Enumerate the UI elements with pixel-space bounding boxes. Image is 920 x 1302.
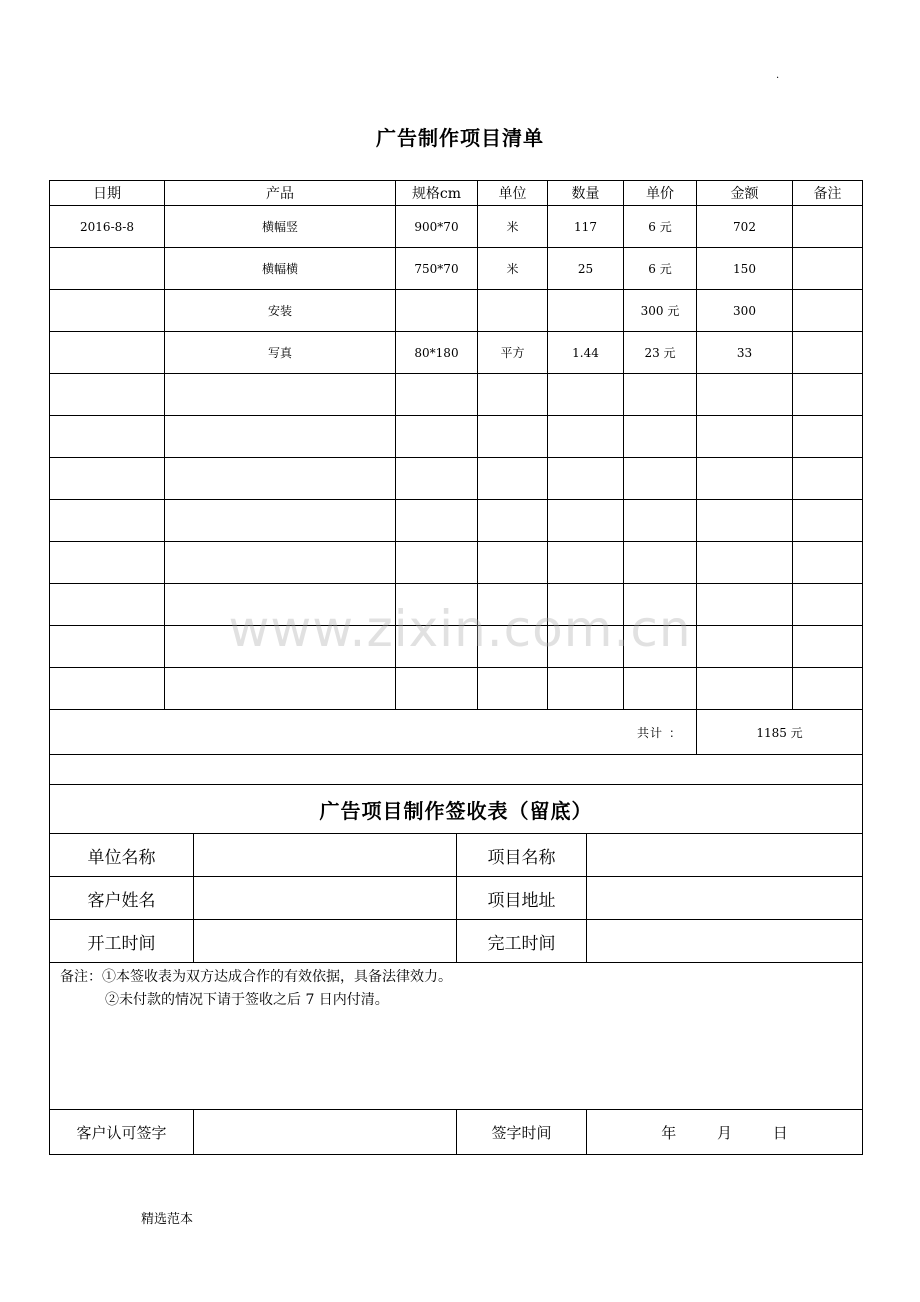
table-row <box>50 206 863 248</box>
cell-amount: 150 <box>697 248 793 290</box>
cell-date <box>50 668 165 710</box>
cell-amount: 702 <box>697 206 793 248</box>
cell-spec: 750*70 <box>396 248 478 290</box>
cell-unit <box>478 458 548 500</box>
document-title: 广告制作项目清单 <box>376 126 544 150</box>
field-project-name-value[interactable] <box>587 834 863 877</box>
signature-label: 客户认可签字 <box>50 1110 194 1155</box>
cell-spec <box>396 542 478 584</box>
cell-unit: 米 <box>478 248 548 290</box>
signature-row <box>50 1110 863 1155</box>
cell-quantity <box>548 668 624 710</box>
cell-quantity <box>548 584 624 626</box>
cell-date <box>50 500 165 542</box>
cell-remarks <box>793 248 863 290</box>
field-customer-value[interactable] <box>194 877 457 920</box>
cell-amount <box>697 542 793 584</box>
notes-row <box>50 963 863 1110</box>
cell-date <box>50 416 165 458</box>
date-day: 日 <box>772 1123 788 1142</box>
col-header-unit: 单位 <box>478 181 548 206</box>
cell-product <box>165 668 396 710</box>
cell-spec <box>396 374 478 416</box>
cell-unit <box>478 668 548 710</box>
table-row <box>50 626 863 668</box>
total-label: 共计 <box>636 725 663 740</box>
table-row <box>50 458 863 500</box>
receipt-title: 广告项目制作签收表（留底） <box>50 785 863 834</box>
field-company-value[interactable] <box>194 834 457 877</box>
cell-spec: 80*180 <box>396 332 478 374</box>
cell-quantity <box>548 290 624 332</box>
cell-unit-price <box>624 668 697 710</box>
cell-amount <box>697 416 793 458</box>
cell-product: 写真 <box>165 332 396 374</box>
total-row <box>50 710 863 755</box>
cell-product <box>165 500 396 542</box>
cell-remarks <box>793 626 863 668</box>
cell-unit <box>478 374 548 416</box>
cell-spec <box>396 290 478 332</box>
table-row <box>50 500 863 542</box>
signature-field[interactable] <box>194 1110 457 1155</box>
cell-quantity <box>548 416 624 458</box>
cell-unit <box>478 626 548 668</box>
cell-date <box>50 290 165 332</box>
cell-remarks <box>793 668 863 710</box>
footer-text: 精选范本 <box>141 1212 194 1227</box>
field-project-address-value[interactable] <box>587 877 863 920</box>
field-label-project-address: 项目地址 <box>457 877 587 920</box>
cell-unit: 平方 <box>478 332 548 374</box>
table-row <box>50 290 863 332</box>
cell-date <box>50 374 165 416</box>
receipt-form-table <box>49 784 863 1155</box>
spacer-row <box>50 755 863 785</box>
cell-unit-price <box>624 458 697 500</box>
cell-spec <box>396 668 478 710</box>
cell-product: 横幅竖 <box>165 206 396 248</box>
cell-date <box>50 584 165 626</box>
page-mark: . <box>776 70 780 81</box>
cell-remarks <box>793 332 863 374</box>
cell-unit <box>478 290 548 332</box>
cell-date: 2016-8-8 <box>50 206 165 248</box>
table-row <box>50 332 863 374</box>
cell-quantity: 1.44 <box>548 332 624 374</box>
cell-spec <box>396 584 478 626</box>
cell-unit-price: 6 元 <box>624 248 697 290</box>
cell-quantity <box>548 500 624 542</box>
cell-quantity: 117 <box>548 206 624 248</box>
date-year: 年 <box>661 1123 677 1142</box>
col-header-quantity: 数量 <box>548 181 624 206</box>
col-header-spec: 规格cm <box>396 181 478 206</box>
cell-spec <box>396 626 478 668</box>
col-header-product: 产品 <box>165 181 396 206</box>
table-row <box>50 668 863 710</box>
cell-quantity <box>548 458 624 500</box>
table-row <box>50 374 863 416</box>
total-value: 1185 元 <box>697 710 863 755</box>
cell-unit-price <box>624 584 697 626</box>
cell-product <box>165 626 396 668</box>
cell-amount <box>697 500 793 542</box>
col-header-date: 日期 <box>50 181 165 206</box>
cell-spec <box>396 500 478 542</box>
cell-unit <box>478 500 548 542</box>
project-list-table <box>49 180 863 785</box>
field-label-project-name: 项目名称 <box>457 834 587 877</box>
form-row-dates <box>50 920 863 963</box>
cell-unit-price <box>624 626 697 668</box>
note-line-2: ②未付款的情况下请于签收之后 7 日内付清。 <box>105 992 389 1008</box>
cell-quantity <box>548 542 624 584</box>
date-month: 月 <box>716 1123 732 1142</box>
form-row-customer <box>50 877 863 920</box>
cell-spec <box>396 458 478 500</box>
col-header-remarks: 备注 <box>793 181 863 206</box>
cell-date <box>50 332 165 374</box>
cell-quantity <box>548 626 624 668</box>
field-label-customer: 客户姓名 <box>50 877 194 920</box>
cell-unit-price <box>624 500 697 542</box>
cell-product: 横幅横 <box>165 248 396 290</box>
cell-amount: 300 <box>697 290 793 332</box>
cell-remarks <box>793 374 863 416</box>
cell-remarks <box>793 290 863 332</box>
cell-unit-price <box>624 542 697 584</box>
notes-cell <box>50 963 863 1110</box>
sign-date-field[interactable] <box>587 1110 863 1155</box>
cell-unit <box>478 416 548 458</box>
field-label-start-time: 开工时间 <box>50 920 194 963</box>
cell-quantity <box>548 374 624 416</box>
cell-product <box>165 374 396 416</box>
cell-product <box>165 584 396 626</box>
cell-quantity: 25 <box>548 248 624 290</box>
table-row <box>50 542 863 584</box>
cell-amount <box>697 374 793 416</box>
table-row <box>50 584 863 626</box>
field-start-time-value[interactable] <box>194 920 457 963</box>
spacer-cell <box>50 755 863 785</box>
cell-amount <box>697 584 793 626</box>
cell-date <box>50 248 165 290</box>
cell-unit-price: 23 元 <box>624 332 697 374</box>
cell-product <box>165 458 396 500</box>
col-header-unit-price: 单价 <box>624 181 697 206</box>
cell-date <box>50 458 165 500</box>
cell-date <box>50 542 165 584</box>
cell-amount <box>697 626 793 668</box>
cell-spec: 900*70 <box>396 206 478 248</box>
cell-unit: 米 <box>478 206 548 248</box>
total-label-cell <box>50 710 697 755</box>
cell-remarks <box>793 584 863 626</box>
cell-unit <box>478 542 548 584</box>
receipt-title-row <box>50 785 863 834</box>
cell-remarks <box>793 458 863 500</box>
cell-product <box>165 416 396 458</box>
note-line-1: 备注：①本签收表为双方达成合作的有效依据，具备法律效力。 <box>60 969 452 985</box>
cell-remarks <box>793 416 863 458</box>
sign-time-label: 签字时间 <box>457 1110 587 1155</box>
cell-remarks <box>793 542 863 584</box>
cell-amount <box>697 668 793 710</box>
cell-remarks <box>793 500 863 542</box>
cell-amount <box>697 458 793 500</box>
cell-date <box>50 626 165 668</box>
field-label-company: 单位名称 <box>50 834 194 877</box>
total-colon: ： <box>668 725 682 740</box>
cell-unit-price: 300 元 <box>624 290 697 332</box>
watermark: www.zixin.com.cn <box>228 600 692 658</box>
form-row-company <box>50 834 863 877</box>
cell-product <box>165 542 396 584</box>
cell-unit-price <box>624 374 697 416</box>
cell-remarks <box>793 206 863 248</box>
cell-product: 安装 <box>165 290 396 332</box>
cell-amount: 33 <box>697 332 793 374</box>
col-header-amount: 金额 <box>697 181 793 206</box>
table-row <box>50 248 863 290</box>
cell-unit <box>478 584 548 626</box>
cell-unit-price <box>624 416 697 458</box>
cell-unit-price: 6 元 <box>624 206 697 248</box>
table-row <box>50 416 863 458</box>
field-finish-time-value[interactable] <box>587 920 863 963</box>
field-label-finish-time: 完工时间 <box>457 920 587 963</box>
table-header-row <box>50 181 863 206</box>
cell-spec <box>396 416 478 458</box>
